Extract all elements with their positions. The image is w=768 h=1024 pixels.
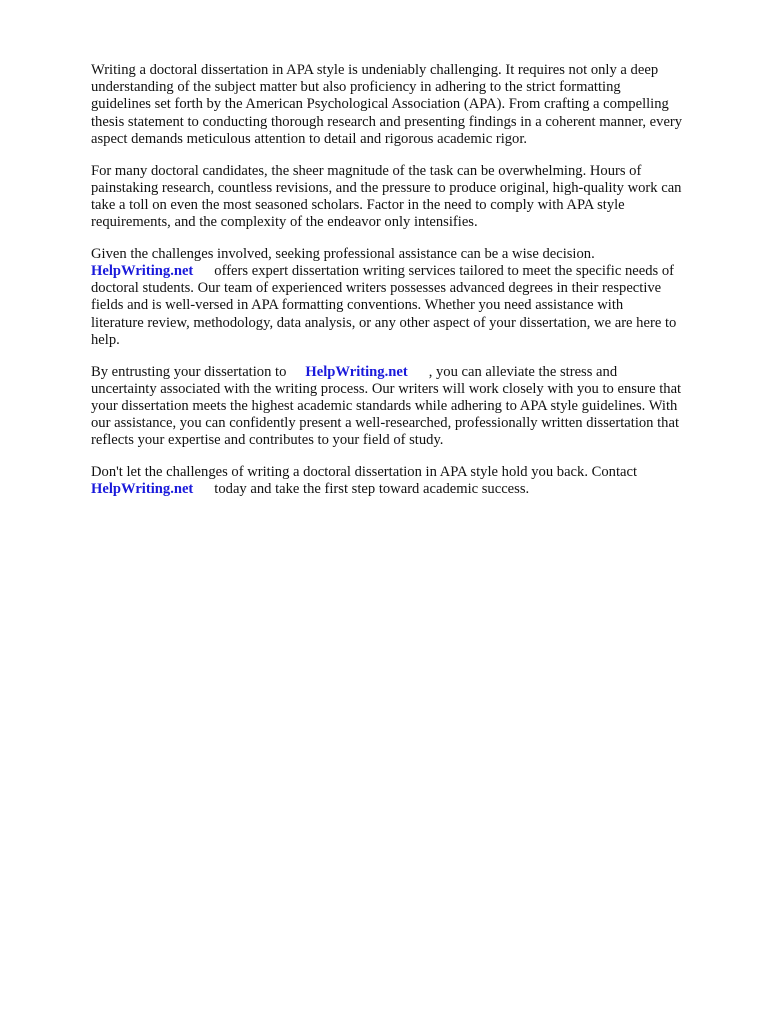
text-line [91, 481, 731, 498]
text-fragment: offers expert dissertation writing services tailored to meet the specific needs of [214, 263, 674, 280]
text-line: requirements, and the complexity of the endeavor only intensifies. [91, 214, 478, 231]
paragraph-contact [91, 464, 731, 498]
paragraph-assistance [91, 246, 731, 349]
text-line: guidelines set forth by the American Psychological Association (APA). From crafting a compelling [91, 96, 669, 113]
text-line: reflects your expertise and contributes to your field of study. [91, 432, 444, 449]
text-line [91, 364, 731, 381]
text-line: your dissertation meets the highest academic standards while adhering to APA style guidelines. With [91, 397, 678, 414]
text-line: Given the challenges involved, seeking professional assistance can be a wise decision. [91, 245, 595, 262]
paragraph-challenges [91, 163, 731, 232]
text-fragment: today and take the first step toward academic success. [214, 481, 530, 498]
text-line: fields and is well-versed in APA formatting conventions. Whether you need assistance with [91, 297, 624, 314]
text-line: Writing a doctoral dissertation in APA style is undeniably challenging. It requires not only a deep [91, 62, 659, 78]
text-line: literature review, methodology, data analysis, or any other aspect of your dissertation, we are here to [91, 314, 677, 331]
paragraph-entrusting [91, 364, 731, 450]
text-line: thesis statement to conducting thorough research and presenting findings in a coherent manner, every [91, 113, 683, 130]
text-line: painstaking research, countless revisions, and the pressure to produce original, high-quality work can [91, 179, 682, 196]
text-line: uncertainty associated with the writing process. Our writers will work closely with you to ensure that [91, 380, 682, 397]
helpwriting-link[interactable]: HelpWriting.net [91, 481, 194, 498]
paragraph-intro [91, 62, 731, 148]
text-line: For many doctoral candidates, the sheer magnitude of the task can be overwhelming. Hours of [91, 162, 642, 179]
text-line: aspect demands meticulous attention to detail and rigorous academic rigor. [91, 130, 528, 147]
text-fragment: By entrusting your dissertation to [91, 363, 287, 380]
text-line: our assistance, you can confidently present a well-researched, professionally written dissertation that [91, 415, 680, 432]
helpwriting-link[interactable]: HelpWriting.net [91, 263, 194, 280]
helpwriting-link[interactable]: HelpWriting.net [305, 363, 408, 380]
text-line: understanding of the subject matter but also proficiency in adhering to the strict formatting [91, 79, 621, 96]
text-line: help. [91, 331, 120, 348]
document-body [91, 62, 731, 513]
text-line [91, 263, 731, 280]
text-line: take a toll on even the most seasoned scholars. Factor in the need to comply with APA style [91, 196, 625, 213]
text-line: doctoral students. Our team of experienced writers possesses advanced degrees in their respective [91, 280, 662, 297]
text-fragment: , you can alleviate the stress and [428, 363, 618, 380]
text-line: Don't let the challenges of writing a doctoral dissertation in APA style hold you back. Contact [91, 464, 638, 481]
